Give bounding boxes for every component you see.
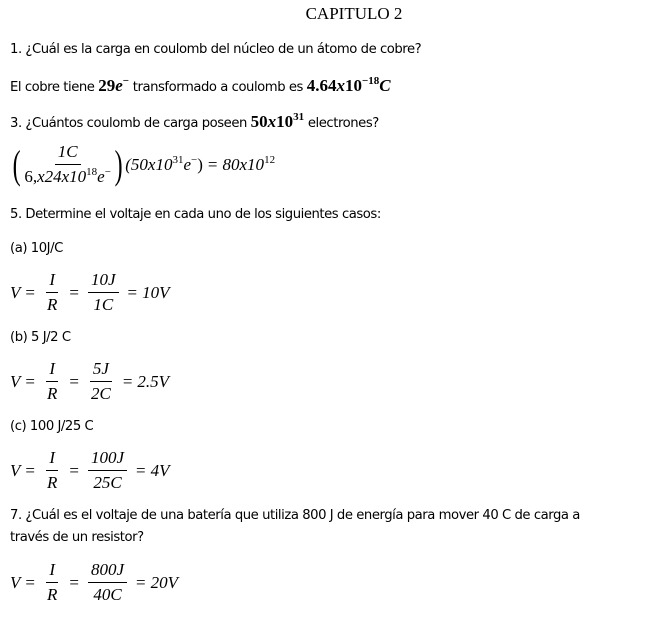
result-base: 80x10 — [222, 154, 265, 174]
case-b-label: (b) 5 J/2 C — [10, 330, 71, 345]
factor-close: ) — [197, 154, 203, 174]
value-fraction — [88, 359, 114, 404]
electron-count: 29 — [98, 76, 116, 95]
times-x: x — [336, 76, 345, 95]
fraction-denominator — [21, 165, 114, 187]
result-exponent: 12 — [264, 153, 276, 166]
den-exponent: 18 — [86, 166, 98, 178]
ohm-fraction — [44, 448, 60, 493]
left-paren: ( — [12, 141, 21, 187]
equals-sign: = — [25, 371, 35, 391]
equals-sign: = — [136, 572, 146, 592]
question-3-prefix: 3. ¿Cuántos coulomb de carga poseen — [10, 116, 251, 131]
result — [223, 155, 276, 175]
denominator: 40C — [93, 585, 122, 604]
result: 2.5V — [137, 371, 170, 391]
lhs-v: V — [10, 371, 21, 391]
case-a-label: (a) 10J/C — [10, 241, 63, 256]
question-3-suffix: electrones? — [304, 116, 379, 131]
denominator: R — [46, 585, 58, 604]
equation-3 — [10, 142, 275, 187]
value-fraction — [88, 560, 127, 605]
charge-base: 10 — [344, 76, 362, 95]
numerator: I — [46, 560, 58, 583]
chapter-title: CAPITULO 2 — [305, 4, 403, 23]
electron-charge-sign: − — [122, 75, 130, 87]
denominator: 25C — [93, 473, 122, 492]
fraction-numerator: 1C — [55, 142, 81, 165]
exponent: 31 — [293, 111, 305, 123]
den-electron: e — [97, 167, 105, 186]
den-part-b: x24x10 — [37, 167, 87, 186]
case-c-label: (c) 100 J/25 C — [10, 419, 94, 434]
case-c-equation — [10, 448, 170, 493]
factor — [125, 155, 203, 175]
equals-sign: = — [207, 154, 218, 174]
equals-sign: = — [25, 460, 35, 480]
answer-1 — [10, 76, 391, 96]
denominator: R — [46, 473, 58, 492]
question-7-line-1: 7. ¿Cuál es el voltaje de una batería que utiliza 800 J de energía para mover 40 C de carga a — [10, 508, 580, 523]
equals-sign: = — [69, 460, 79, 480]
case-a-equation — [10, 270, 170, 315]
ohm-fraction — [44, 560, 60, 605]
answer-1-mid: transformado a coulomb es — [129, 80, 307, 95]
result: 4V — [150, 460, 170, 480]
numerator: 800J — [88, 560, 127, 583]
equals-sign: = — [122, 371, 133, 391]
equals-sign: = — [69, 371, 79, 391]
question-7-line-2: través de un resistor? — [10, 530, 144, 545]
factor-base: (50x10 — [125, 154, 173, 174]
electron-symbol: e — [115, 76, 123, 95]
answer-1-prefix: El cobre tiene — [10, 80, 99, 95]
electron-amount: 50 — [250, 112, 268, 131]
den-electron-sign: − — [104, 166, 111, 178]
question-5: 5. Determine el voltaje en cada uno de los siguientes casos: — [10, 207, 381, 222]
question-3 — [10, 112, 379, 132]
case-b-equation — [10, 359, 169, 404]
factor-electron-sign: − — [191, 153, 198, 166]
factor-electron: e — [183, 154, 192, 174]
charge-unit: C — [379, 76, 391, 95]
numerator: 10J — [88, 270, 119, 293]
den-part-a: 6, — [24, 167, 38, 186]
denominator: R — [46, 384, 58, 403]
lhs-v: V — [10, 572, 21, 592]
denominator: R — [46, 295, 58, 314]
numerator: I — [46, 359, 58, 382]
equals-sign: = — [136, 460, 146, 480]
lhs-v: V — [10, 460, 21, 480]
charge-mantissa: 4.64 — [306, 76, 337, 95]
result: 10V — [142, 282, 170, 302]
numerator: I — [46, 448, 58, 471]
factor-exponent: 31 — [172, 153, 184, 166]
equals-sign: = — [69, 282, 79, 302]
value-fraction — [88, 448, 127, 493]
times-x: x — [267, 112, 277, 131]
denominator: 2C — [90, 384, 111, 403]
numerator: I — [46, 270, 58, 293]
value-fraction — [88, 270, 119, 315]
result: 20V — [150, 572, 178, 592]
conversion-fraction — [21, 142, 114, 187]
equals-sign: = — [127, 282, 138, 302]
numerator: 100J — [88, 448, 127, 471]
base: 10 — [276, 112, 294, 131]
ohm-fraction — [44, 359, 60, 404]
lhs-v: V — [10, 282, 21, 302]
question-1: 1. ¿Cuál es la carga en coulomb del núcleo de un átomo de cobre? — [10, 42, 422, 57]
equals-sign: = — [25, 572, 35, 592]
equals-sign: = — [69, 572, 79, 592]
denominator: 1C — [93, 295, 114, 314]
right-paren: ) — [114, 141, 123, 187]
ohm-fraction — [44, 270, 60, 315]
equals-sign: = — [25, 282, 35, 302]
numerator: 5J — [90, 359, 112, 382]
charge-exponent: −18 — [361, 75, 380, 87]
question-7-equation — [10, 560, 178, 605]
